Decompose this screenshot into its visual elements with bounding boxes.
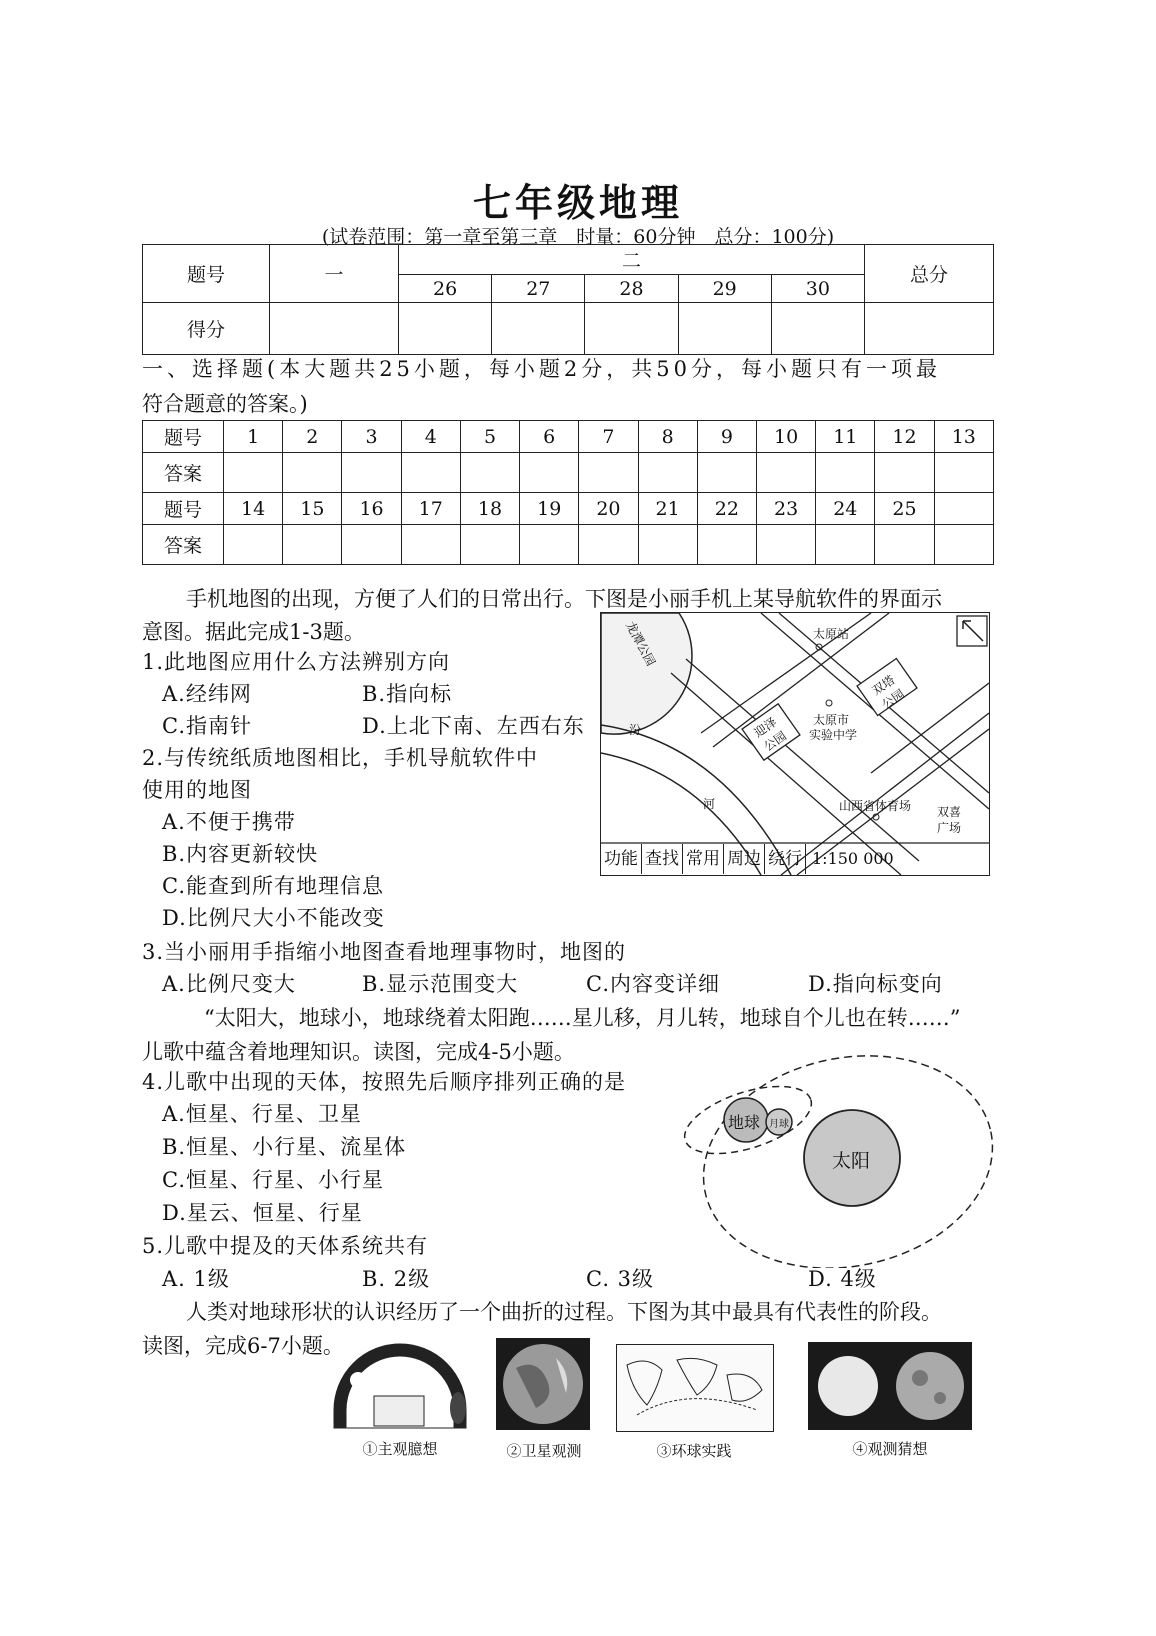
map-label: 双塔公园 xyxy=(869,672,908,712)
score-header-label: 题号 xyxy=(143,245,270,303)
score-cell[interactable] xyxy=(399,303,492,355)
map-label: 龙潭公园 xyxy=(623,619,659,669)
question-number-cell: 4 xyxy=(401,421,460,453)
map-label: 迎泽公园 xyxy=(751,714,790,754)
map-label: 实验中学 xyxy=(809,728,858,742)
score-sub-number: 30 xyxy=(771,275,864,303)
answer-cell[interactable] xyxy=(283,453,342,493)
q4-option-b: B.恒星、小行星、流星体 xyxy=(162,1135,407,1159)
answer-cell[interactable] xyxy=(756,525,815,565)
earth-label: 地球 xyxy=(728,1113,761,1132)
question-number-cell: 3 xyxy=(342,421,401,453)
intro-paragraph-3: 人类对地球形状的认识经历了一个曲折的过程。下图为其中最具有代表性的阶段。 xyxy=(186,1300,942,1324)
answer-cell[interactable] xyxy=(816,525,875,565)
map-drawing xyxy=(601,613,989,875)
question-number-cell: 1 xyxy=(224,421,283,453)
q4-option-c: C.恒星、行星、小行星 xyxy=(162,1168,384,1192)
score-cell[interactable] xyxy=(678,303,771,355)
q1-option-a: A.经纬网 xyxy=(162,682,252,706)
map-label: 汾 xyxy=(629,723,642,737)
question-number-cell: 23 xyxy=(756,493,815,525)
answer-cell[interactable] xyxy=(875,453,934,493)
q4-option-a: A.恒星、行星、卫星 xyxy=(162,1102,362,1126)
answer-cell[interactable] xyxy=(283,525,342,565)
stage-2-image xyxy=(496,1338,590,1430)
question-number-cell: 17 xyxy=(401,493,460,525)
answer-cell[interactable] xyxy=(224,453,283,493)
answer-cell[interactable] xyxy=(224,525,283,565)
stage-3-image xyxy=(616,1344,774,1432)
q1-option-b: B.指向标 xyxy=(362,682,453,706)
question-2-stem: 2.与传统纸质地图相比，手机导航软件中 xyxy=(142,746,539,770)
q3-option-d: D.指向标变向 xyxy=(808,972,943,996)
answer-cell[interactable] xyxy=(816,453,875,493)
map-label: 太原站 xyxy=(813,627,850,641)
stage-2-caption: ②卫星观测 xyxy=(506,1442,582,1460)
question-number-cell: 10 xyxy=(756,421,815,453)
score-sub-number: 29 xyxy=(678,275,771,303)
stage-4-caption: ④观测猜想 xyxy=(852,1440,928,1458)
q2-option-c: C.能查到所有地理信息 xyxy=(162,874,384,898)
sun-label: 太阳 xyxy=(832,1150,871,1172)
question-number-cell: 6 xyxy=(520,421,579,453)
navigation-map xyxy=(600,612,990,876)
map-label: 太原市 xyxy=(813,713,850,727)
score-sub-number: 28 xyxy=(585,275,678,303)
answer-table-question-label: 题号 xyxy=(143,493,224,525)
map-toolbar xyxy=(601,844,900,874)
question-number-cell: 2 xyxy=(283,421,342,453)
solar-system-figure xyxy=(676,1040,996,1268)
score-cell[interactable] xyxy=(270,303,399,355)
intro-paragraph-3-cont: 读图，完成6-7小题。 xyxy=(142,1334,344,1358)
q4-option-d: D.星云、恒星、行星 xyxy=(162,1201,363,1225)
answer-cell[interactable] xyxy=(579,453,638,493)
question-4-stem: 4.儿歌中出现的天体，按照先后顺序排列正确的是 xyxy=(142,1070,627,1094)
stage-1-image xyxy=(330,1340,470,1432)
toolbar-search-button[interactable]: 查找 xyxy=(642,844,683,874)
answer-cell[interactable] xyxy=(934,453,993,493)
q1-option-c: C.指南针 xyxy=(162,714,252,738)
map-label: 山西省体育场 xyxy=(839,799,912,813)
question-number-cell: 5 xyxy=(460,421,519,453)
section-heading-line1: 一、选择题(本大题共25小题，每小题2分，共50分，每小题只有一项最 xyxy=(142,357,941,381)
score-part-2: 二 xyxy=(399,245,865,275)
question-number-cell: 9 xyxy=(697,421,756,453)
intro-paragraph-1-cont: 意图。据此完成1-3题。 xyxy=(142,620,365,644)
answer-cell[interactable] xyxy=(638,453,697,493)
question-number-cell: 20 xyxy=(579,493,638,525)
question-number-cell: 11 xyxy=(816,421,875,453)
score-cell[interactable] xyxy=(865,303,994,355)
question-number-cell: 18 xyxy=(460,493,519,525)
question-number-cell: 13 xyxy=(934,421,993,453)
score-sub-number: 26 xyxy=(399,275,492,303)
page-title: 七年级地理 xyxy=(472,180,683,225)
toolbar-nearby-button[interactable]: 周边 xyxy=(724,844,765,874)
answer-cell[interactable] xyxy=(520,525,579,565)
score-row-label: 得分 xyxy=(143,303,270,355)
answer-cell[interactable] xyxy=(697,525,756,565)
question-number-cell: 19 xyxy=(520,493,579,525)
q2-option-b: B.内容更新较快 xyxy=(162,842,319,866)
question-number-cell: 12 xyxy=(875,421,934,453)
question-number-cell: 7 xyxy=(579,421,638,453)
q5-option-a: A. 1级 xyxy=(162,1267,230,1291)
answer-cell[interactable] xyxy=(342,453,401,493)
score-cell[interactable] xyxy=(771,303,864,355)
score-table xyxy=(142,244,994,355)
answer-cell[interactable] xyxy=(579,525,638,565)
q3-option-c: C.内容变详细 xyxy=(586,972,720,996)
question-number-cell: 8 xyxy=(638,421,697,453)
score-total: 总分 xyxy=(865,245,994,303)
answer-cell[interactable] xyxy=(460,525,519,565)
intro-paragraph-1: 手机地图的出现，方便了人们的日常出行。下图是小丽手机上某导航软件的界面示 xyxy=(186,587,942,611)
question-3-stem: 3.当小丽用手指缩小地图查看地理事物时，地图的 xyxy=(142,940,627,964)
score-cell[interactable] xyxy=(492,303,585,355)
q1-option-d: D.上北下南、左西右东 xyxy=(362,714,585,738)
answer-table-answer-label: 答案 xyxy=(143,453,224,493)
question-number-cell: 24 xyxy=(816,493,875,525)
answer-cell[interactable] xyxy=(875,525,934,565)
intro-paragraph-2-cont: 儿歌中蕴含着地理知识。读图，完成4-5小题。 xyxy=(142,1040,575,1064)
map-label: 双喜 xyxy=(937,805,962,819)
answer-cell[interactable] xyxy=(756,453,815,493)
answer-cell[interactable] xyxy=(934,525,993,565)
stage-3-caption: ③环球实践 xyxy=(656,1442,732,1460)
map-label: 河 xyxy=(703,797,716,811)
q5-option-d: D. 4级 xyxy=(808,1267,877,1291)
q2-option-a: A.不便于携带 xyxy=(162,810,296,834)
exam-info: (试卷范围：第一章至第三章 时量：60分钟 总分：100分) xyxy=(321,226,835,248)
question-number-cell: 16 xyxy=(342,493,401,525)
question-5-stem: 5.儿歌中提及的天体系统共有 xyxy=(142,1234,429,1258)
answer-cell[interactable] xyxy=(460,453,519,493)
answer-table xyxy=(142,420,994,565)
q5-option-b: B. 2级 xyxy=(362,1267,431,1291)
question-number-cell xyxy=(934,493,993,525)
score-cell[interactable] xyxy=(585,303,678,355)
question-number-cell: 25 xyxy=(875,493,934,525)
score-sub-number: 27 xyxy=(492,275,585,303)
answer-cell[interactable] xyxy=(342,525,401,565)
answer-cell[interactable] xyxy=(638,525,697,565)
score-part-1: 一 xyxy=(270,245,399,303)
q5-option-c: C. 3级 xyxy=(586,1267,655,1291)
toolbar-detour-button[interactable]: 绕行 xyxy=(765,844,806,874)
q3-option-b: B.显示范围变大 xyxy=(362,972,519,996)
stage-1-caption: ①主观臆想 xyxy=(362,1440,438,1458)
section-heading-line2: 符合题意的答案。) xyxy=(142,392,308,416)
question-2-stem-cont: 使用的地图 xyxy=(142,778,252,802)
q2-option-d: D.比例尺大小不能改变 xyxy=(162,906,385,930)
question-number-cell: 15 xyxy=(283,493,342,525)
toolbar-function-button[interactable]: 功能 xyxy=(601,844,642,874)
answer-cell[interactable] xyxy=(520,453,579,493)
question-number-cell: 22 xyxy=(697,493,756,525)
toolbar-frequent-button[interactable]: 常用 xyxy=(683,844,724,874)
q3-option-a: A.比例尺变大 xyxy=(162,972,296,996)
answer-cell[interactable] xyxy=(401,453,460,493)
stage-4-image xyxy=(808,1342,972,1430)
question-1-stem: 1.此地图应用什么方法辨别方向 xyxy=(142,650,451,674)
map-scale: 1:150 000 xyxy=(812,849,894,868)
answer-cell[interactable] xyxy=(697,453,756,493)
question-number-cell: 21 xyxy=(638,493,697,525)
answer-table-answer-label: 答案 xyxy=(143,525,224,565)
moon-label: 月球 xyxy=(769,1119,789,1130)
map-label: 广场 xyxy=(937,821,962,835)
intro-paragraph-2: “太阳大，地球小，地球绕着太阳跑……星儿移，月儿转，地球自个儿也在转……” xyxy=(204,1006,961,1030)
answer-cell[interactable] xyxy=(401,525,460,565)
answer-table-question-label: 题号 xyxy=(143,421,224,453)
question-number-cell: 14 xyxy=(224,493,283,525)
